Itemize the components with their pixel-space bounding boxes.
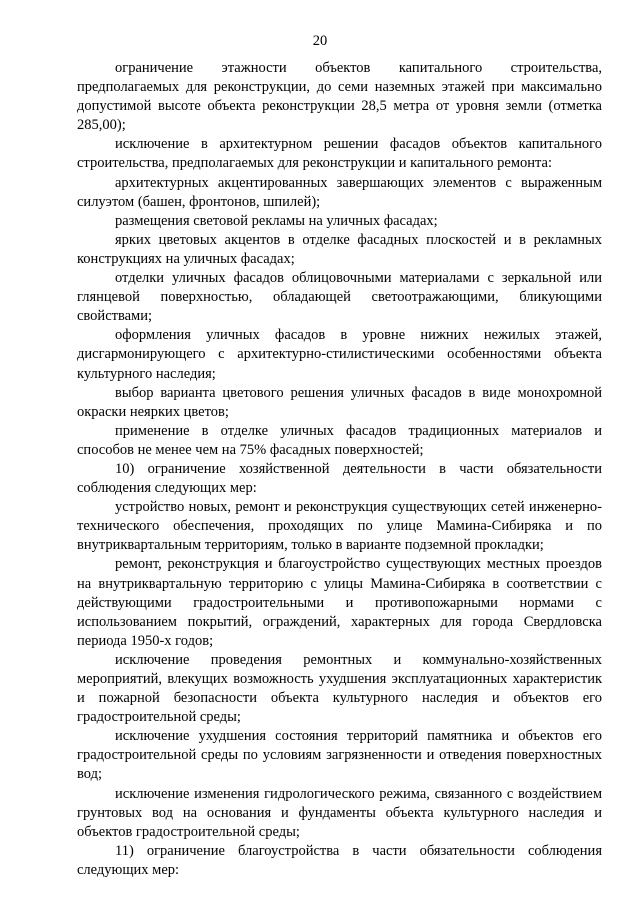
paragraph-lower-floors: оформления уличных фасадов в уровне нижних нежилых этажей, дисгармонирующего с архитектурно-стилистическими особенностями объекта культурного наследия; bbox=[77, 327, 602, 382]
paragraph-item-11: 11) ограничение благоустройства в части обязательности соблюдения следующих мер: bbox=[77, 842, 602, 878]
paragraph-item-10: 10) ограничение хозяйственной деятельности в части обязательности соблюдения следующих мер: bbox=[77, 460, 602, 497]
paragraph-territory-condition: исключение ухудшения состояния территорий памятника и объектов его градостроительной среды по условиям загрязненности и отведения поверхностных вод; bbox=[77, 728, 602, 783]
paragraph-repair-works: исключение проведения ремонтных и коммунально-хозяйственных мероприятий, влекущих возможность ухудшения эксплуатационных характеристик и пожарной безопасности объекта культурного наследия и объектов его градостроительной среды; bbox=[77, 651, 602, 726]
paragraph-bright-accents: ярких цветовых акцентов в отделке фасадных плоскостей и в рекламных конструкциях на уличных фасадах; bbox=[77, 231, 602, 267]
paragraph-floor-limit: ограничение этажности объектов капитального строительства, предполагаемых для реконструкции, до семи наземных этажей при максимально допустимой высоте объекта реконструкции 28,5 метра от уровня земли (отметка 285,00); bbox=[77, 60, 602, 134]
paragraph-accent-elements: архитектурных акцентированных завершающих элементов с выраженным силуэтом (башен, фронтонов, шпилей); bbox=[77, 174, 602, 210]
paragraph-hydrological-regime: исключение изменения гидрологического режима, связанного с воздействием грунтовых вод на основания и фундаменты объекта культурного наследия и объектов градостроительной среды; bbox=[77, 785, 602, 840]
paragraph-light-advertising: размещения световой рекламы на уличных фасадах; bbox=[115, 212, 438, 229]
document-body bbox=[77, 59, 602, 880]
paragraph-traditional-materials: применение в отделке уличных фасадов традиционных материалов и способов не менее чем на 75% фасадных поверхностей; bbox=[77, 422, 602, 458]
paragraph-local-driveways: ремонт, реконструкция и благоустройство существующих местных проездов на внутриквартальную территорию с улицы Мамина-Сибиряка в соответствии с действующими градостроительными и противопожарными нормами с использованием покрытий, ограждений, характерных для города Свердловска периода 1950-х годов; bbox=[77, 556, 602, 649]
paragraph-monochrome-color: выбор варианта цветового решения уличных фасадов в виде монохромной окраски неярких цветов; bbox=[77, 384, 602, 420]
paragraph-mirror-cladding: отделки уличных фасадов облицовочными материалами с зеркальной или глянцевой поверхностью, обладающей светоотражающими, бликующими свойствами; bbox=[77, 270, 602, 325]
paragraph-underground-networks: устройство новых, ремонт и реконструкция существующих сетей инженерно-технического обеспечения, проходящих по улице Мамина-Сибиряка и по внутриквартальным территориям, только в варианте подземной прокладки; bbox=[77, 499, 602, 554]
page-number: 20 bbox=[312, 33, 328, 49]
paragraph-facade-exclusions: исключение в архитектурном решении фасадов объектов капитального строительства, предполагаемых для реконструкции и капитального ремонта: bbox=[77, 136, 602, 172]
